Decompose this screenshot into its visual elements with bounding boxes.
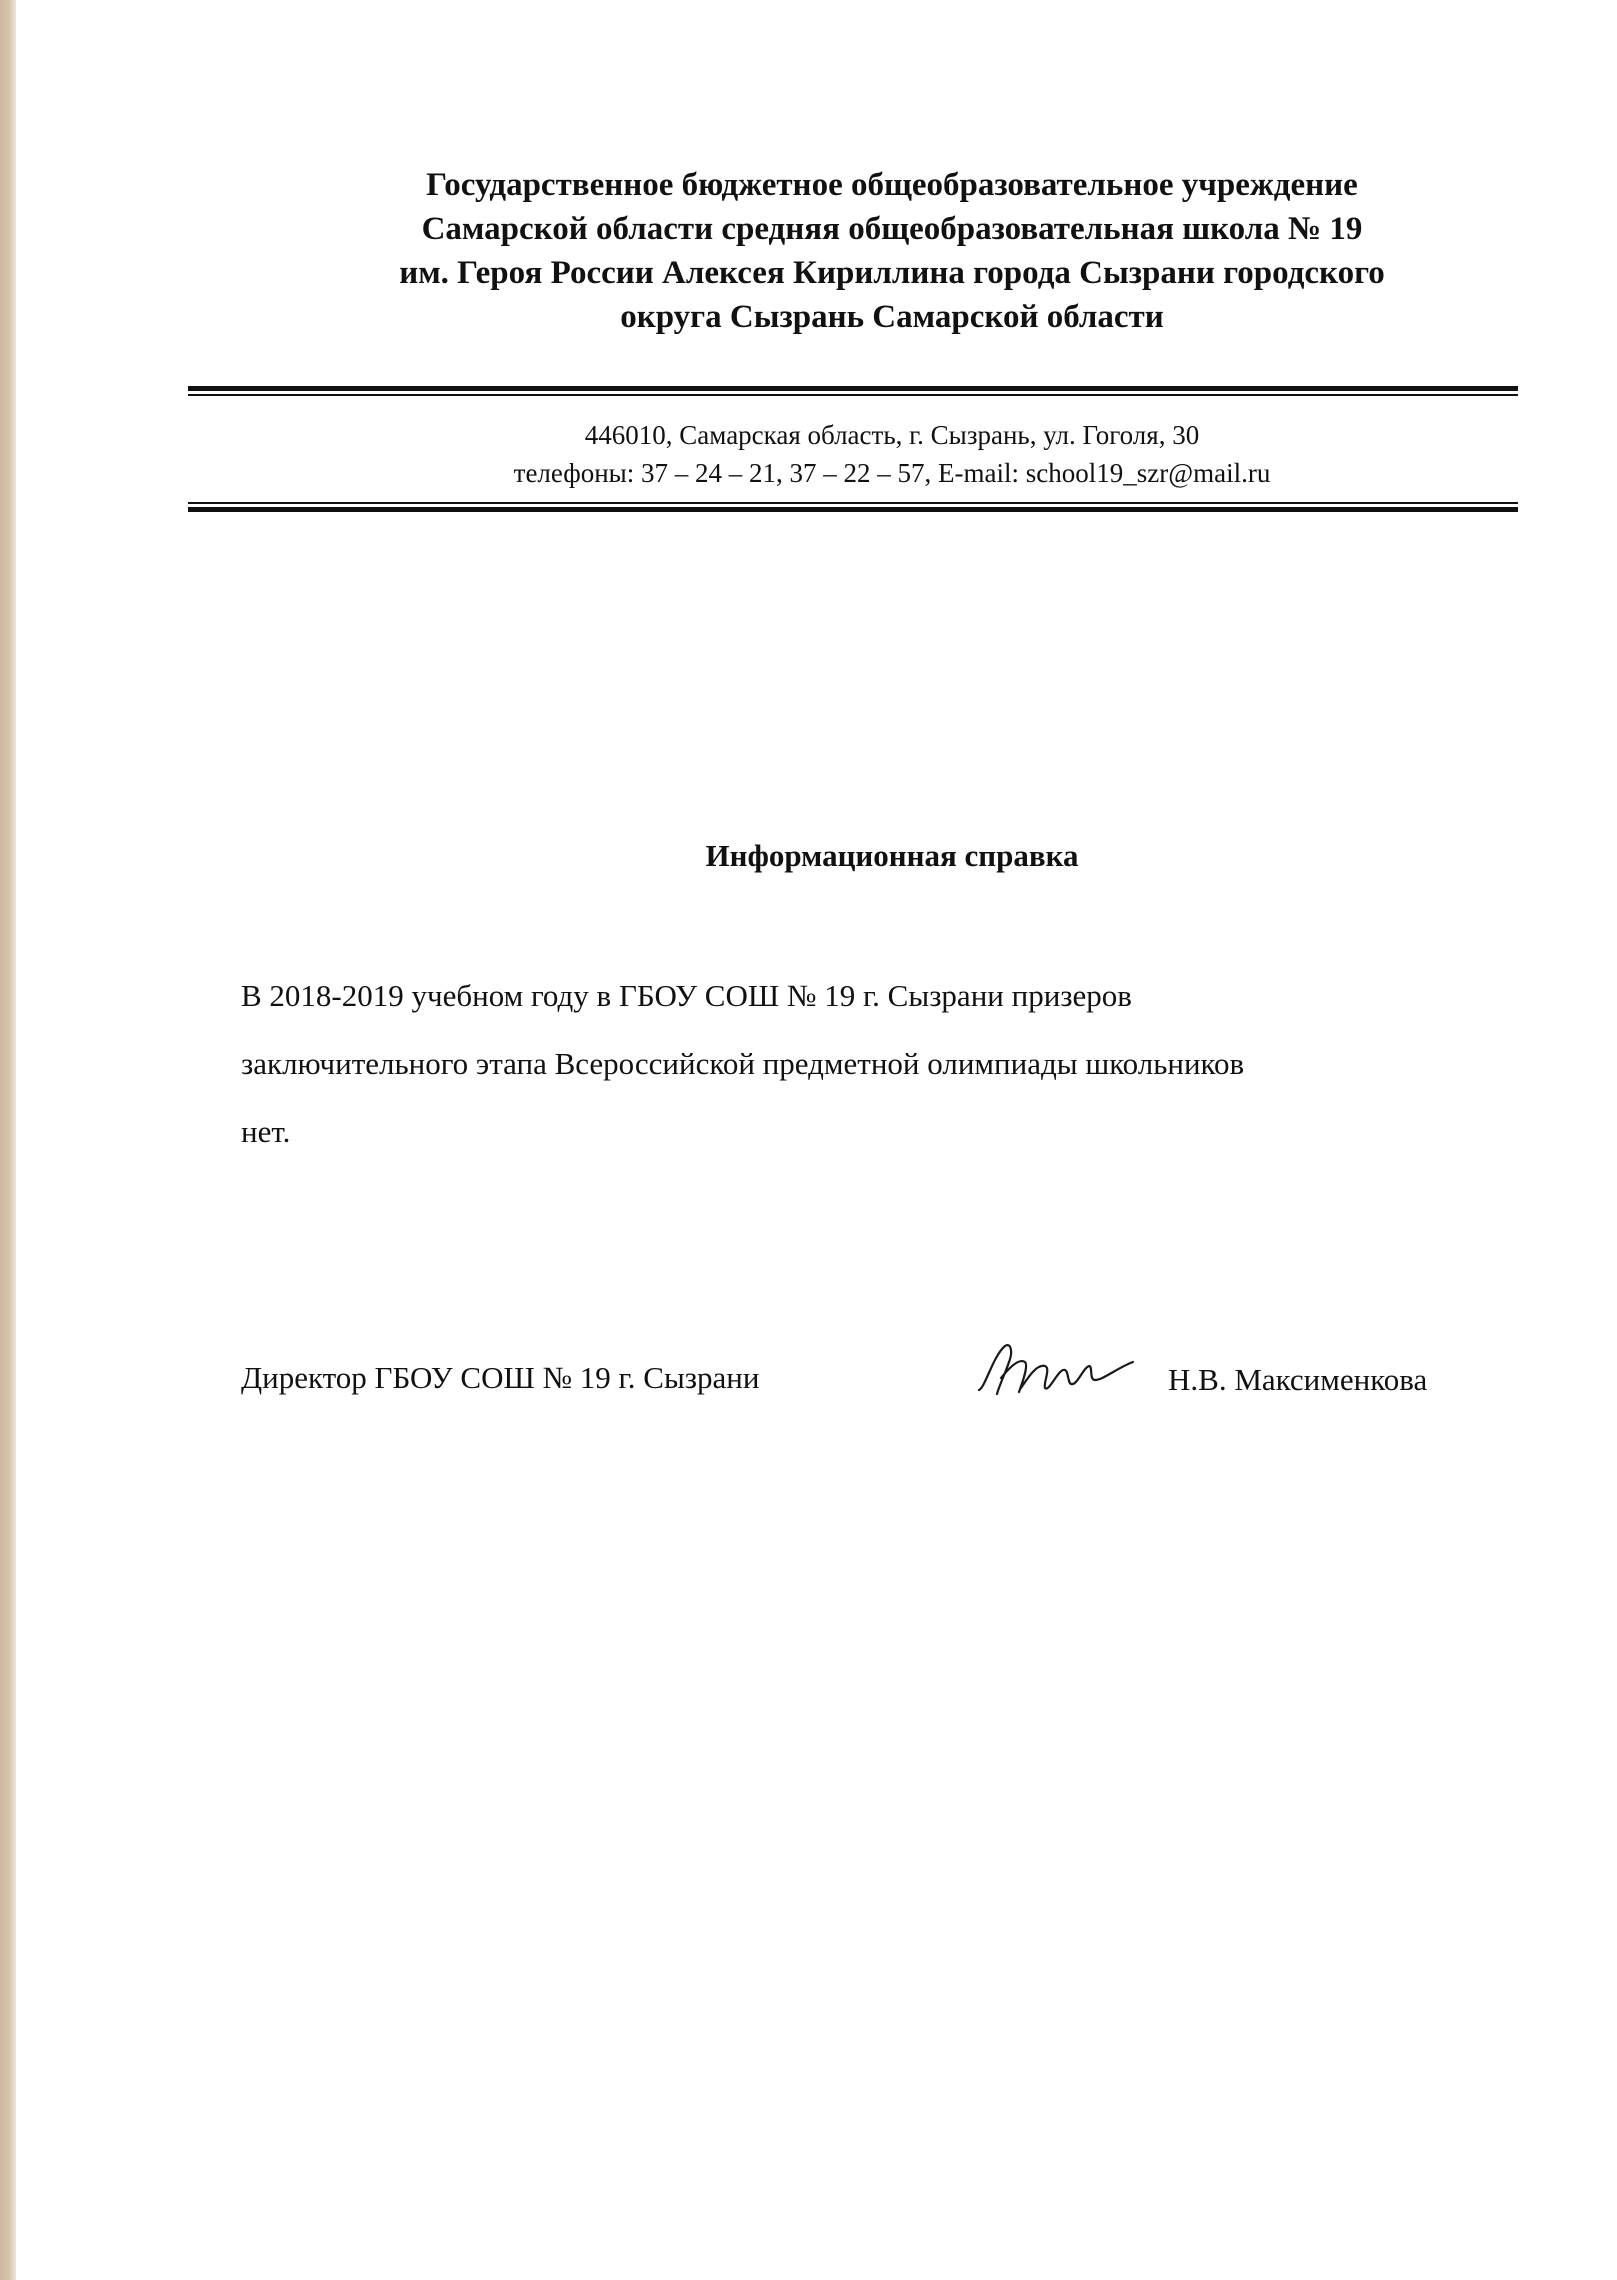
document-page xyxy=(16,0,1617,2280)
organization-line: Государственное бюджетное общеобразовательное учреждение xyxy=(426,167,1358,203)
document-body xyxy=(241,962,1244,1166)
organization-line: Самарской области средняя общеобразовательная школа № 19 xyxy=(421,211,1363,247)
body-line: В 2018-2019 учебном году в ГБОУ СОШ № 19 г. Сызрани призеров xyxy=(241,978,1132,1013)
body-line: заключительного этапа Всероссийской предметной олимпиады школьников xyxy=(241,1046,1245,1081)
paper-background-edge xyxy=(0,0,16,2280)
document-title: Информационная справка xyxy=(705,838,1079,873)
signatory-name: Н.В. Максименкова xyxy=(1168,1362,1428,1397)
organization-header xyxy=(196,163,1588,339)
address-line: 446010, Самарская область, г. Сызрань, ул. Гоголя, 30 xyxy=(584,420,1200,450)
signatory-role: Директор ГБОУ СОШ № 19 г. Сызрани xyxy=(241,1360,760,1395)
handwritten-signature xyxy=(971,1328,1141,1408)
phones-email-line: телефоны: 37 – 24 – 21, 37 – 22 – 57, E-mail: school19_szr@mail.ru xyxy=(513,458,1271,488)
body-line: нет. xyxy=(241,1114,291,1149)
contact-block xyxy=(196,416,1588,492)
header-divider-bottom xyxy=(188,502,1518,512)
header-divider-top xyxy=(188,386,1518,396)
organization-line: округа Сызрань Самарской области xyxy=(620,299,1164,335)
organization-line: им. Героя России Алексея Кириллина города Сызрани городского xyxy=(399,255,1385,291)
